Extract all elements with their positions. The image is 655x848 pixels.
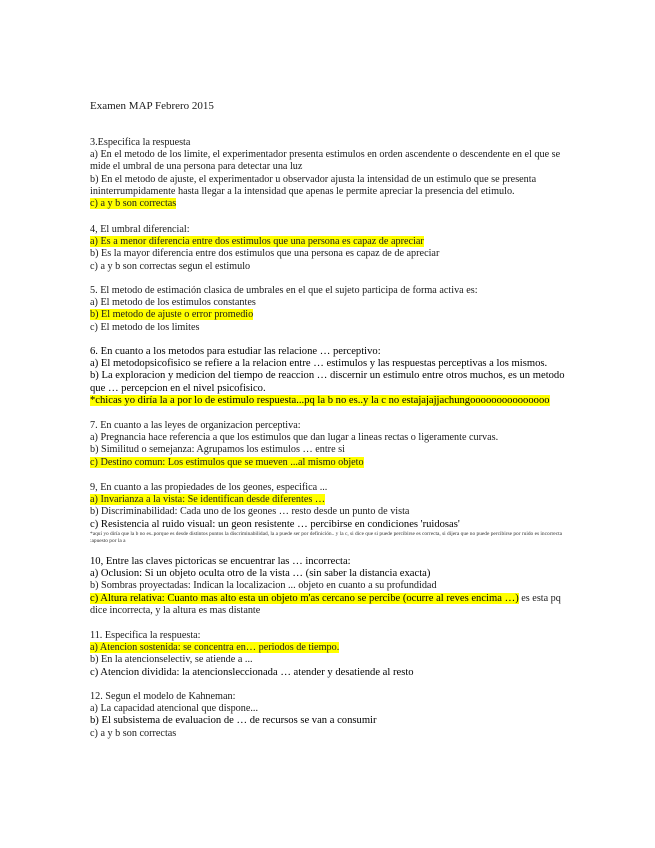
option-b: b) En la atencionselectiv, se atiende a ... — [90, 654, 253, 666]
option-b: b) La exploracion y medicion del tiempo de reaccion … discernir un estimulo entre otros muchos, es un metodo que … percepcion en el nivel psicofisico. — [90, 370, 565, 394]
student-note: *aquí yo diría que la b no es..porque es desde distintos puntos la discriminabilidad, la a puede ser por definición.. y la c, si dice que si puede percibirse es correcta, si dijera que no puede percibirse por ruido es incorrecta :apuesto por la a — [90, 530, 562, 544]
question-stem: 7. En cuanto a las leyes de organizacion perceptiva: — [90, 420, 301, 431]
option-c-highlighted: c) Altura relativa: Cuanto mas alto esta un objeto m'as cercano se percibe (ocurre al reves encima …) — [90, 592, 519, 604]
option-c-highlighted: c) Destino comun: Los estimulos que se mueven ...al mismo objeto — [90, 456, 364, 468]
question-5 — [90, 285, 568, 334]
question-stem: 4, El umbral diferencial: — [90, 224, 190, 235]
option-b: b) Es la mayor diferencia entre dos estimulos que una persona es capaz de de apreciar — [90, 248, 440, 260]
option-a-highlighted: a) Atencion sostenida: se concentra en… periodos de tiempo. — [90, 642, 340, 654]
question-4 — [90, 224, 568, 273]
option-a: a) Oclusion: Si un objeto oculta otro de la vista … (sin saber la distancia exacta) — [90, 568, 431, 580]
option-a: a) La capacidad atencional que dispone... — [90, 703, 259, 715]
option-a: a) El metodopsicofisico se refiere a la relacion entre … estimulos y las respuestas perceptivas a los mismos. — [90, 358, 548, 370]
option-a-highlighted: a) Es a menor diferencia entre dos estimulos que una persona es capaz de apreciar — [90, 236, 424, 248]
question-11 — [90, 630, 568, 679]
question-7 — [90, 420, 568, 469]
question-stem: 3.Especifica la respuesta — [90, 137, 191, 148]
option-c-highlighted: c) a y b son correctas — [90, 198, 177, 210]
question-9 — [90, 482, 568, 545]
option-c: c) Resistencia al ruido visual: un geon resistente … percibirse en condiciones 'ruidosas' — [90, 518, 460, 530]
question-stem: 9, En cuanto a las propiedades de los geones, especifica ... — [90, 482, 328, 493]
option-a-highlighted: a) Invarianza a la vista: Se identifican desde diferentes … — [90, 494, 326, 506]
option-b: b) Similitud o semejanza: Agrupamos los estimulos … entre si — [90, 444, 345, 456]
option-c: c) El metodo de los limites — [90, 321, 200, 333]
question-stem: 11. Especifica la respuesta: — [90, 630, 201, 641]
option-b: b) Sombras proyectadas: Indican la localizacion ... objeto en cuanto a su profundidad — [90, 580, 437, 592]
question-stem: 6. En cuanto a los metodos para estudiar las relacione … perceptivo: — [90, 346, 381, 357]
option-a: a) En el metodo de los limite, el experimentador presenta estimulos en orden ascendente o descendente en el que se mide el umbral de una persona para detectar una luz — [90, 149, 561, 173]
student-note-highlighted: *chicas yo diría la a por lo de estimulo respuesta...pq la b no es..y la c no estajajajjachungooooooooooooooo — [90, 394, 550, 406]
option-c: c) Atencion dividida: la atencionsleccionada … atender y desatiende al resto — [90, 666, 414, 678]
question-stem: 5. El metodo de estimación clasica de umbrales en el que el sujeto participa de forma activa es: — [90, 285, 478, 296]
option-b: b) Discriminabilidad: Cada uno de los geones … resto desde un punto de vista — [90, 506, 410, 518]
option-b-highlighted: b) El metodo de ajuste o error promedio — [90, 309, 254, 321]
option-b: b) El subsistema de evaluacion de … de recursos se van a consumir — [90, 715, 377, 727]
question-6 — [90, 346, 568, 407]
question-stem: 12. Segun el modelo de Kahneman: — [90, 691, 236, 702]
option-b: b) En el metodo de ajuste, el experimentador u observador ajusta la intensidad de un estimulo que se presenta ininterrumpidamente hasta llegar a la intensidad que apenas le permite apreciar la presencia del etimulo. — [90, 173, 537, 197]
question-10 — [90, 556, 568, 617]
option-a: a) Pregnancia hace referencia a que los estimulos que dan lugar a lineas rectas o ligeramente curvas. — [90, 432, 499, 444]
option-c: c) a y b son correctas segun el estimulo — [90, 260, 251, 272]
option-a: a) El metodo de los estimulos constantes — [90, 297, 256, 309]
question-12 — [90, 691, 568, 740]
option-c: c) a y b son correctas — [90, 727, 177, 739]
document-title: Examen MAP Febrero 2015 — [90, 100, 214, 112]
student-note: es esta pq dice incorrecta, y la altura es mas distante — [90, 592, 561, 616]
question-3 — [90, 137, 568, 210]
question-stem: 10, Entre las claves pictoricas se encuentrar las … incorrecta: — [90, 556, 351, 567]
